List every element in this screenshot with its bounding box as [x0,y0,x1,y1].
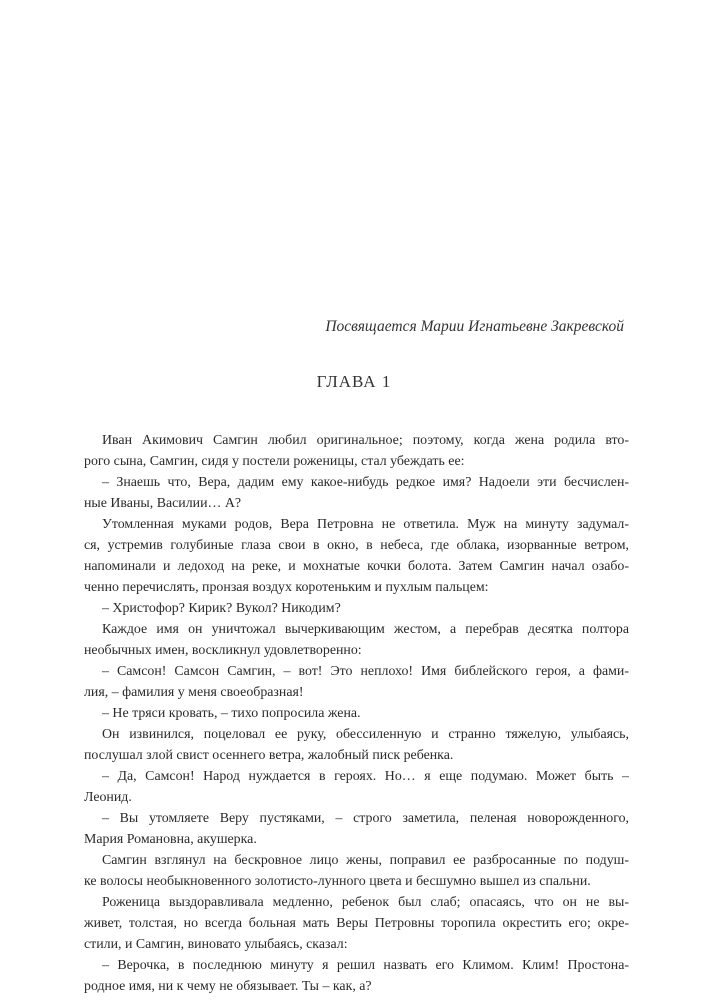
chapter-title: ГЛАВА 1 [316,372,392,391]
text-line: ные Иваны, Василии… А? [84,496,242,511]
text-line: послушал злой свист осеннего ветра, жалобный писк ребенка. [84,748,454,763]
text-line: – Знаешь что, Вера, дадим ему какое-нибудь редкое имя? Надоели эти бесчислен- [102,475,629,490]
text-line: стили, и Самгин, виновато улыбаясь, сказал: [84,937,348,952]
text-line: ся, устремив голубиные глаза свои в окно, в небеса, где облака, изорванные ветром, [84,538,629,553]
text-line: рого сына, Самгин, сидя у постели роженицы, стал убеждать ее: [84,454,465,469]
text-line: Самгин взглянул на бескровное лицо жены, поправил ее разбросанные по подуш- [102,853,629,868]
text-line: Иван Акимович Самгин любил оригинальное; поэтому, когда жена родила вто- [102,433,629,448]
text-line: Утомленная муками родов, Вера Петровна не ответила. Муж на минуту задумал- [102,517,629,532]
text-line: – Да, Самсон! Народ нуждается в героях. Но… я еще подумаю. Может быть – [102,769,629,784]
text-line: лия, – фамилия у меня своеобразная! [84,685,304,700]
text-line: – Не тряси кровать, – тихо попросила жена. [102,706,361,721]
text-line: ченно перечислять, пронзая воздух коротеньким и пухлым пальцем: [84,580,489,595]
text-line: Он извинился, поцеловал ее руку, обессиленную и странно тяжелую, улыбаясь, [102,727,629,742]
text-line: Леонид. [84,790,132,805]
text-line: родное имя, ни к чему не обязывает. Ты – как, а? [84,979,372,994]
text-line: напоминали и ледоход на реке, и мохнатые кочки болота. Затем Самгин начал озабо- [84,559,629,574]
text-line: – Самсон! Самсон Самгин, – вот! Это неплохо! Имя библейского героя, а фами- [102,664,629,679]
body-text [84,430,629,997]
text-line: ке волосы необыкновенного золотисто-лунного цвета и бесшумно вышел из спальни. [84,874,591,889]
text-line: Каждое имя он уничтожал вычеркивающим жестом, а перебрав десятка полтора [102,622,629,637]
text-line: живет, толстая, но всегда больная мать Веры Петровны торопила окрестить его; окре- [84,916,629,931]
text-line: необычных имен, воскликнул удовлетворенно: [84,643,362,658]
text-line: Роженица выздоравливала медленно, ребенок был слаб; опасаясь, что он не вы- [102,895,629,910]
dedication: Посвящается Марии Игнатьевне Закревской [325,318,624,335]
text-line: – Верочка, в последнюю минуту я решил назвать его Климом. Клим! Простона- [102,958,629,973]
text-line: Мария Романовна, акушерка. [84,832,257,847]
text-line: – Вы утомляете Веру пустяками, – строго заметила, пеленая новорожденного, [102,811,629,826]
text-line: – Христофор? Кирик? Вукол? Никодим? [102,601,341,616]
